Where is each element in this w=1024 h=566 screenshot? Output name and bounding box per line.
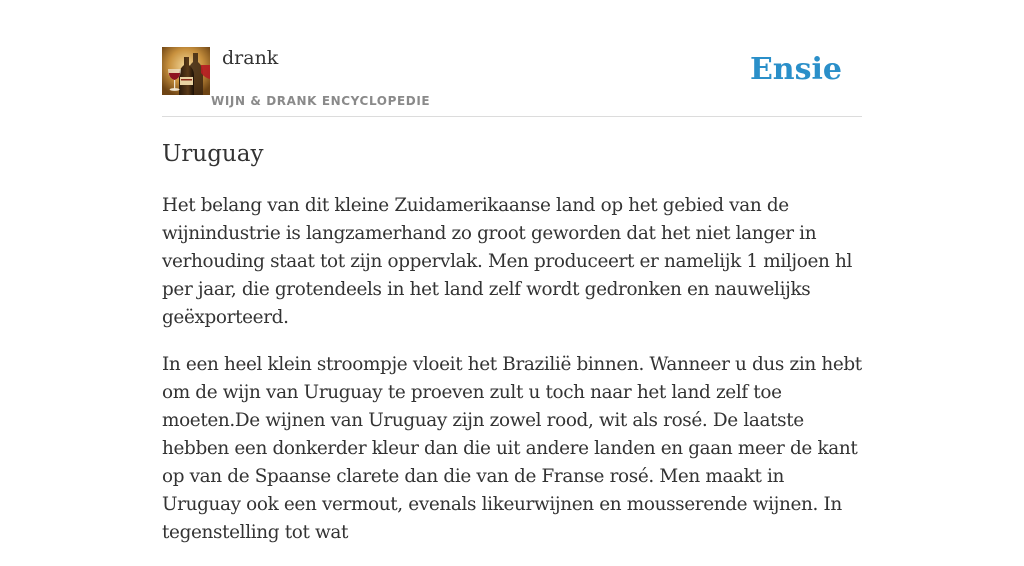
wine-bottle-glass-icon	[162, 47, 210, 95]
article-body	[162, 192, 862, 566]
page-container	[162, 0, 862, 543]
category-subtitle: WIJN & DRANK ENCYCLOPEDIE	[211, 94, 431, 108]
site-logo[interactable]: Ensie	[749, 52, 842, 87]
article-paragraph: In een heel klein stroompje vloeit het Brazilië binnen. Wanneer u dus zin hebt om de wijn van Uruguay te proeven zult u toch naar het land zelf toe moeten.De wijnen van Uruguay zijn zowel rood, wit als rosé. De laatste hebben een donkerder kleur dan die uit andere landen en gaan meer de kant op van de Spaanse clarete dan die van de Franse rosé. Men maakt in Uruguay ook een vermout, evenals likeurwijnen en mousserende wijnen. In tegenstelling tot wat	[162, 354, 862, 543]
article-title: Uruguay	[162, 141, 264, 167]
category-link[interactable]: drank	[222, 47, 279, 69]
category-avatar[interactable]	[162, 47, 210, 95]
article-paragraph: Het belang van dit kleine Zuidamerikaanse land op het gebied van de wijnindustrie is langzamerhand zo groot geworden dat het niet langer in verhouding staat tot zijn oppervlak. Men produceert er namelijk 1 miljoen hl per jaar, die grotendeels in het land zelf wordt gedronken en nauwelijks geëxporteerd.	[162, 195, 853, 328]
site-header	[162, 0, 862, 117]
